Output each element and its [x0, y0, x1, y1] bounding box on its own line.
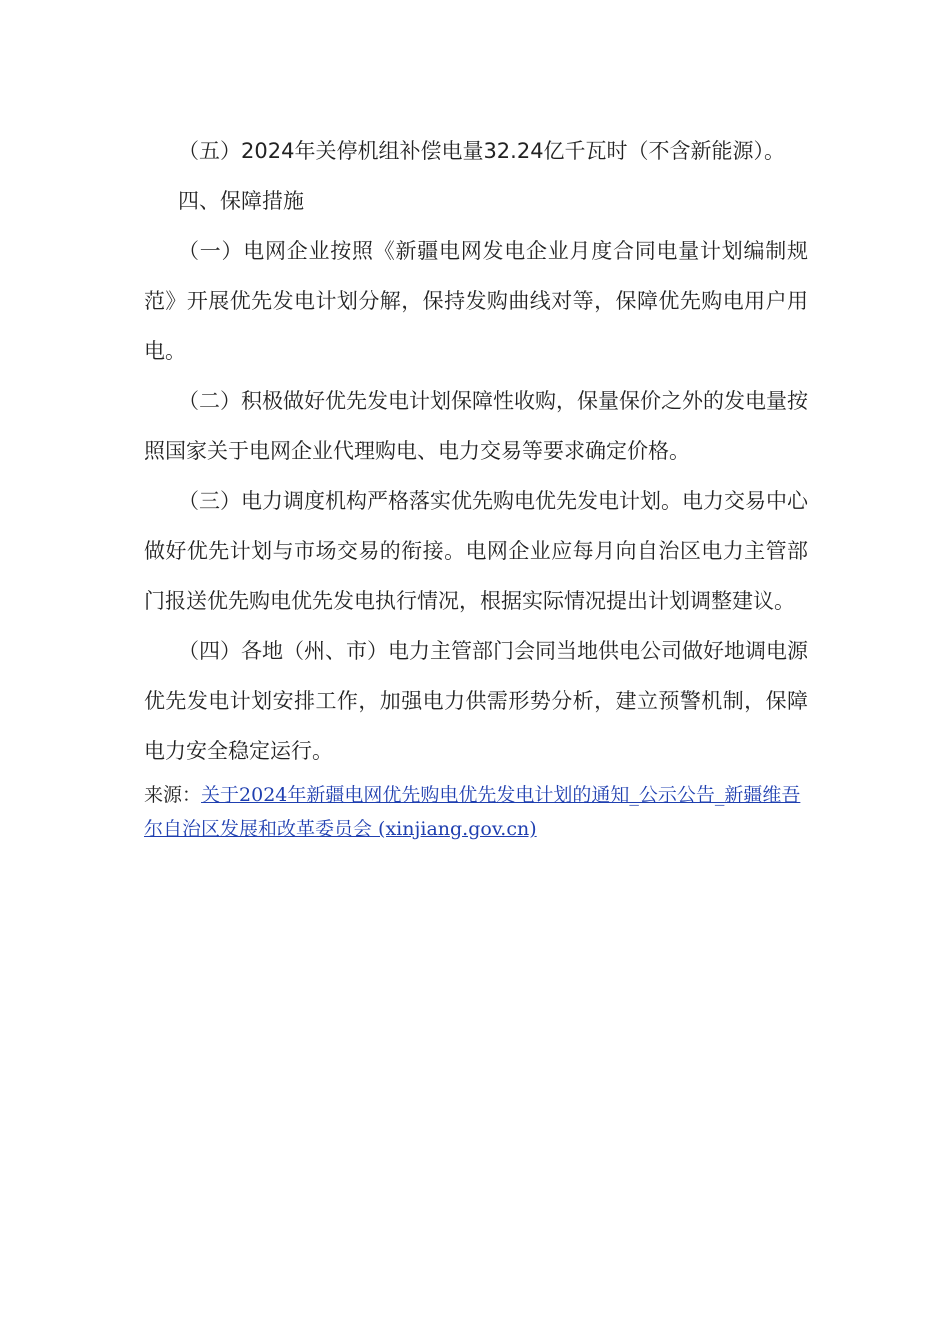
paragraph-safeguard-1: （一）电网企业按照《新疆电网发电企业月度合同电量计划编制规范》开展优先发电计划分解，保持发购曲线对等，保障优先购电用户用电。: [144, 239, 808, 363]
document-body: [144, 126, 808, 846]
section-heading-safeguards: 四、保障措施: [178, 189, 304, 213]
source-citation: [144, 778, 808, 846]
paragraph-safeguard-2: （二）积极做好优先发电计划保障性收购，保量保价之外的发电量按照国家关于电网企业代理购电、电力交易等要求确定价格。: [144, 389, 808, 463]
paragraph-safeguard-4: （四）各地（州、市）电力主管部门会同当地供电公司做好地调电源优先发电计划安排工作，加强电力供需形势分析，建立预警机制，保障电力安全稳定运行。: [144, 639, 808, 763]
paragraph-item-5-compensation: （五）2024年关停机组补偿电量32.24亿千瓦时（不含新能源）。: [178, 139, 786, 163]
paragraph-safeguard-3: （三）电力调度机构严格落实优先购电优先发电计划。电力交易中心做好优先计划与市场交易的衔接。电网企业应每月向自治区电力主管部门报送优先购电优先发电执行情况，根据实际情况提出计划调整建议。: [144, 489, 808, 613]
source-label: 来源：: [144, 784, 202, 806]
source-link[interactable]: 关于2024年新疆电网优先购电优先发电计划的通知_公示公告_新疆维吾尔自治区发展和改革委员会 (xinjiang.gov.cn): [144, 784, 801, 840]
